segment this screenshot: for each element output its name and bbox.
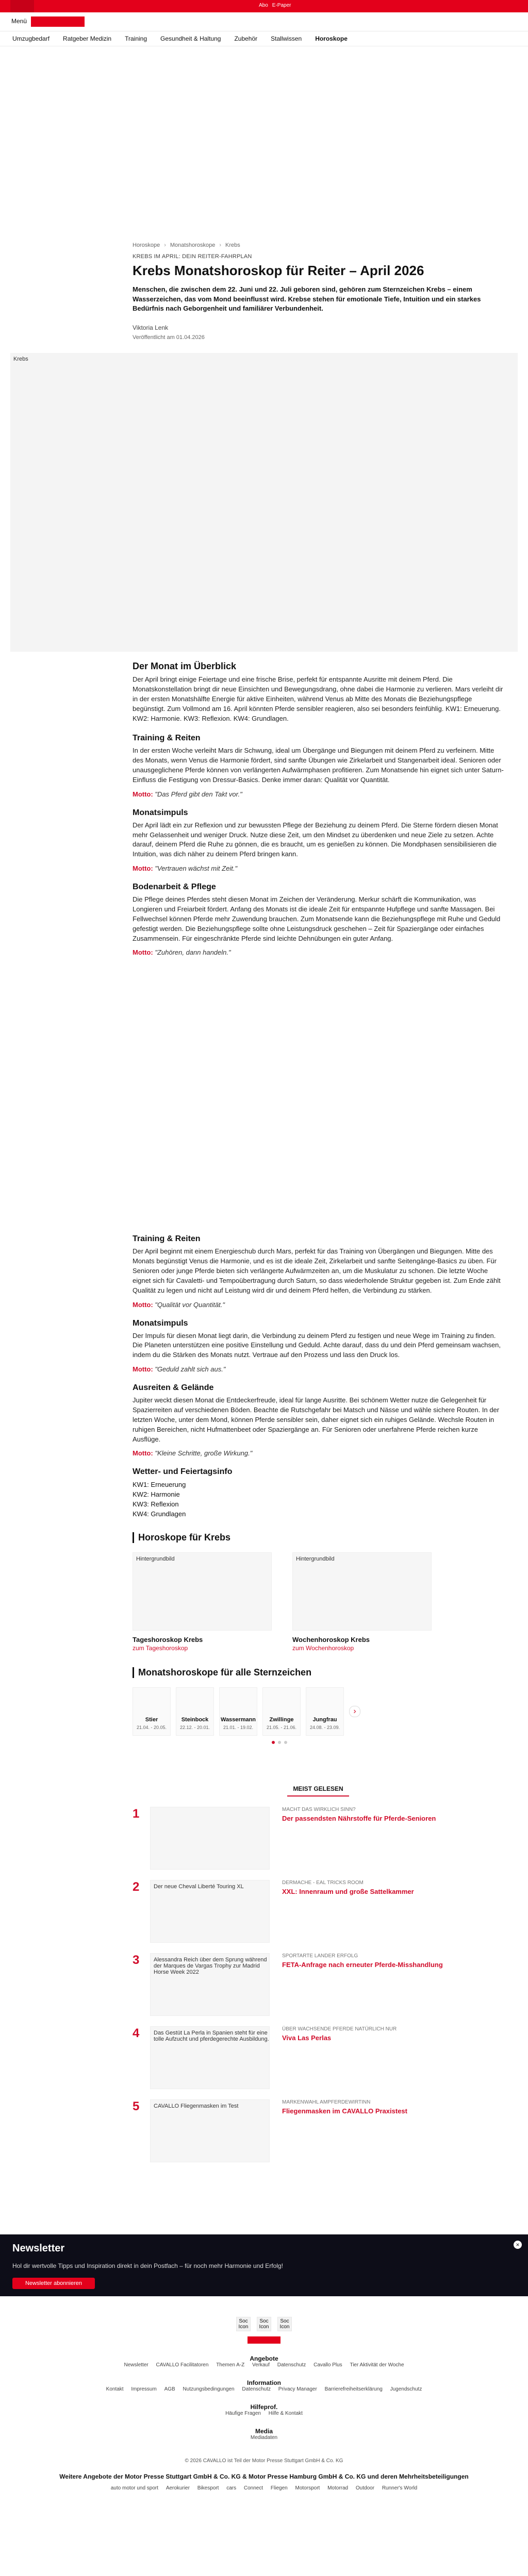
motto-text: "Vertrauen wächst mit Zeit." <box>155 865 238 873</box>
section-title-impuls: Monatsimpuls <box>133 808 188 817</box>
newsletter-banner <box>0 2234 528 2296</box>
card-thumbnail <box>133 1552 272 1631</box>
article-title: Krebs Monatshoroskop für Reiter – April 2026 <box>133 263 424 278</box>
nav-item-umzugbedarf[interactable]: Umzugbedarf <box>12 35 50 42</box>
article-thumbnail <box>150 1953 270 2016</box>
thumbnail-alt: CAVALLO Fliegenmasken im Test <box>154 2103 239 2110</box>
sign-dates: 21.04. - 20.05. <box>136 1725 167 1731</box>
other-offers-links <box>0 2485 528 2491</box>
weather-item: KW1: Erneuerung <box>133 1481 186 1489</box>
sign-name: Jungfrau <box>312 1717 337 1723</box>
article-kicker: KREBS IM APRIL: DEIN REITER-FAHRPLAN <box>133 253 252 260</box>
footer-link[interactable]: Bikesport <box>197 2485 219 2492</box>
nav-item-gesundheit[interactable]: Gesundheit & Haltung <box>160 35 221 42</box>
article-info <box>282 1880 499 1895</box>
social-icon[interactable]: Soc Icon <box>257 2317 271 2331</box>
footer-media-title: Media <box>255 2428 273 2435</box>
rank-number: 3 <box>133 1953 140 1968</box>
card-link[interactable]: zum Wochenhoroskop <box>292 1645 354 1652</box>
article-link[interactable]: Viva Las Perlas <box>282 2034 332 2042</box>
article-date: Veröffentlicht am 01.04.2026 <box>133 334 205 341</box>
carousel-dot[interactable] <box>284 1741 287 1744</box>
main-nav <box>0 31 528 46</box>
other-offers-title: Weitere Angebote der Motor Presse Stuttgart GmbH & Co. KG & Motor Presse Hamburg GmbH & Co. KG und deren Mehrheitsbeteiligungen <box>59 2473 469 2481</box>
sign-name: Stier <box>145 1717 158 1723</box>
footer-link[interactable]: Privacy Manager <box>278 2386 317 2393</box>
paragraph-care: Die Pflege deines Pferdes steht diesen Monat im Zeichen der Veränderung. Merkur schärft die Kommunikation, was Longieren und Freiarbeit fördert. Anfang des Monats ist die ideale Zeit für entspannte Hufpflege und sanfte Massagen. Bei Fellwechsel können Pferde mehr Zuwendung brauchen. Zum Monatsende kann die Beziehungspflege mit Ruhe und Geduld gefestigt werden. Die Beziehungspflege sollte ohne Leistungsdruck geschehen – Zeit für Spaziergänge oder einfaches Zusammensein. Für eingeschränkte Pferde sind leichte Dehnübungen ein guter Anfang. <box>133 895 501 942</box>
carousel-dot[interactable] <box>272 1741 275 1744</box>
footer-link[interactable]: Tier Aktivität der Woche <box>350 2362 404 2368</box>
footer-link[interactable]: Nutzungsbedingungen <box>183 2386 235 2393</box>
footer-link[interactable]: CAVALLO Facilitatoren <box>156 2362 209 2368</box>
footer-link[interactable]: Barrierefreiheitserklärung <box>324 2386 383 2393</box>
social-icons <box>0 2317 528 2331</box>
section-title-weather: Wetter- und Feiertagsinfo <box>133 1467 233 1477</box>
article-link[interactable]: FETA-Anfrage nach erneuter Pferde-Misshandlung <box>282 1961 443 1969</box>
meist-gelesen <box>133 1785 504 2162</box>
motto-text: "Das Pferd gibt den Takt vor." <box>155 790 242 798</box>
article-lead: Menschen, die zwischen dem 22. Juni und 22. Juli geboren sind, gehören zum Sternzeichen Krebs – einem Wasserzeichen, das vom Mond beeinflusst wird. Krebse stehen für emotionale Tiefe, Intuition und ein starkes Bedürfnis nach Geborgenheit und familiärer Verbundenheit. <box>133 285 481 313</box>
paragraph-ausritt: Jupiter weckt diesen Monat die Entdeckerfreude, ideal für lange Ausritte. Bei schönem Wetter nutze die Gelegenheit für Spazierreiten auf verschiedenen Böden. Beachte die Rutschgefahr bei Matsch und Nässe und wähle sichere Routen. In der letzten Woche, unter dem Mond, können Pferde sensibler sein, daher eignet sich ein ruhiges Gelände. Wechsle Routen in ruhigen Bereichen, nicht Hufmattenbeet oder Spaziergänge an. Für Senioren oder unerfahrene Pferde reichen kurze Ausflüge. <box>133 1396 500 1443</box>
section-title-overview: Der Monat im Überblick <box>133 661 237 672</box>
section-title-training-2: Training & Reiten <box>133 1234 201 1244</box>
nav-item-stallwissen[interactable]: Stallwissen <box>271 35 302 42</box>
article-link[interactable]: Der passendsten Nährstoffe für Pferde-Senioren <box>282 1815 436 1823</box>
footer-link[interactable]: Impressum <box>131 2386 157 2393</box>
breadcrumb-separator: › <box>164 242 166 248</box>
motto-label: Motto: <box>133 1365 153 1374</box>
footer-logo[interactable] <box>248 2336 280 2344</box>
cavallo-logo[interactable] <box>31 16 85 27</box>
footer-link[interactable]: Jugendschutz <box>390 2386 422 2393</box>
footer-link[interactable]: Datenschutz <box>277 2362 306 2368</box>
sign-card[interactable] <box>133 1687 171 1736</box>
card-tageshoroskop[interactable] <box>133 1552 272 1653</box>
copyright: © 2026 CAVALLO ist Teil der Motor Presse Stuttgart GmbH & Co. KG <box>185 2458 343 2464</box>
sign-name: Steinbock <box>181 1717 209 1723</box>
article-category: SPORTARTE LANDER ERFOLG <box>282 1953 358 1959</box>
footer-link[interactable]: Connect <box>243 2485 263 2492</box>
brand-logo[interactable] <box>10 0 34 12</box>
rank-number: 1 <box>133 1807 140 1821</box>
article-author[interactable]: Viktoria Lenk <box>133 324 169 332</box>
sign-name: Wassermann <box>220 1717 256 1723</box>
footer-link[interactable]: Motorsport <box>295 2485 320 2492</box>
paragraph-impuls: Der April lädt ein zur Reflexion und zur bewussten Pflege der Beziehung zu deinem Pferd. Die Sterne fördern diesen Monat mehr Gelassenheit und weniger Druck. Nutze diese Zeit, um den Mindset zu überdenken und neue Ziele zu setzen. Achte darauf, deinem Pferd die Ruhe zu gönnen, die es braucht, um es genießen zu können. Die Mondphasen sensibilisieren die Intuition, was dich näher zu deinem Pferd bringen kann. <box>133 821 498 858</box>
motto-label: Motto: <box>133 1300 153 1309</box>
sign-name: Zwillinge <box>269 1717 294 1723</box>
motto-label: Motto: <box>133 865 153 873</box>
thumbnail-alt: Der neue Cheval Liberté Touring XL <box>154 1884 244 1890</box>
top-link-epaper[interactable]: E-Paper <box>272 3 291 8</box>
motto-label: Motto: <box>133 948 153 957</box>
footer-link[interactable]: AGB <box>164 2386 175 2393</box>
breadcrumb-horoskope[interactable]: Horoskope <box>133 242 160 248</box>
article-category: MARKENWAHL AMPFERDEWIRTINN <box>282 2099 371 2106</box>
horoscopes-for-krebs <box>133 1532 504 1653</box>
motto-text: "Zuhören, dann handeln." <box>155 948 231 957</box>
spacer-block <box>133 956 504 1224</box>
footer-link[interactable]: Cavallo Plus <box>314 2362 342 2368</box>
sign-dates: 21.05. - 21.06. <box>266 1725 297 1731</box>
paragraph-training-2: Der April beginnt mit einem Energieschub durch Mars, perfekt für das Training von Übergängen und Biegungen. Mitte des Monats begünstigt Venus die Harmonie, und es ist die ideale Zeit, Zirkelarbeit und sanfte Seitengänge-Basics zu üben. Für Senioren oder junge Pferde bieten sich verlängerte Aufwärmzeiten an, um die Muskulatur zu schonen. Die letzte Woche eignet sich für Cavaletti- und Tempoübertragung durch Saturn, so dass wiederholende Struktur gegeben ist. Zum Ende zählt Qualität zu legen und nicht auf Leistung wird dir und deinem Pferd helfen, die Verbindung zu stärken. <box>133 1247 501 1294</box>
card-thumbnail-alt: Hintergrundbild <box>296 1556 335 1563</box>
footer-help-title: Hilfeprof. <box>250 2403 278 2411</box>
footer-link[interactable]: Newsletter <box>124 2362 148 2368</box>
menu-button[interactable]: Menü <box>11 18 27 25</box>
footer-link[interactable]: Kontakt <box>106 2386 124 2393</box>
list-item[interactable] <box>133 1807 504 1870</box>
newsletter-subscribe-button[interactable]: Newsletter abonnieren <box>12 2278 95 2289</box>
breadcrumb <box>133 242 528 248</box>
article-thumbnail <box>150 2026 270 2089</box>
sign-card[interactable] <box>176 1687 214 1736</box>
newsletter-description: Hol dir wertvolle Tipps und Inspiration direkt in dein Postfach – für noch mehr Harmonie und Erfolg! <box>12 2262 283 2270</box>
footer-link[interactable]: Mediadaten <box>250 2435 278 2441</box>
footer-help-links <box>0 2411 528 2416</box>
weather-item: KW2: Harmonie <box>133 1490 180 1499</box>
carousel-next-icon[interactable]: › <box>349 1706 360 1717</box>
sign-dates: 24.08. - 23.09. <box>309 1725 340 1731</box>
motto-label: Motto: <box>133 790 153 798</box>
motto-2 <box>133 865 504 872</box>
horoscope-cards <box>133 1552 504 1653</box>
footer-link[interactable]: cars <box>226 2485 237 2492</box>
meist-gelesen-title: MEIST GELESEN <box>293 1785 343 1793</box>
breadcrumb-separator: › <box>219 242 221 248</box>
rank-number: 2 <box>133 1880 140 1894</box>
meist-gelesen-underline <box>287 1795 349 1797</box>
footer-link[interactable]: Fliegen <box>270 2485 288 2492</box>
footer-main-links <box>0 2362 528 2368</box>
footer-link[interactable]: Verkauf <box>252 2362 270 2368</box>
list-item[interactable] <box>133 1953 504 2016</box>
card-wochenhoroskop[interactable] <box>292 1552 432 1653</box>
close-icon[interactable]: × <box>514 2241 522 2249</box>
carousel-dots <box>272 1741 504 1744</box>
motto-text: "Geduld zahlt sich aus." <box>155 1365 226 1374</box>
motto-text: "Kleine Schritte, große Wirkung." <box>155 1449 253 1458</box>
section-title-impuls-2: Monatsimpuls <box>133 1318 188 1328</box>
signs-section-title: Monatshoroskope für alle Sternzeichen <box>133 1667 504 1678</box>
motto-4 <box>133 1301 504 1309</box>
motto-5 <box>133 1365 504 1373</box>
article-category: DERMACHE - EAL TRICKS ROOM <box>282 1880 364 1886</box>
footer-info-links <box>0 2386 528 2392</box>
weather-list <box>133 1481 504 1518</box>
card-title: Wochenhoroskop Krebs <box>292 1636 370 1644</box>
sign-dates: 21.01. - 19.02. <box>223 1725 254 1731</box>
article-category: ÜBER WACHSENDE PFERDE NATÜRLICH NUR <box>282 2026 397 2032</box>
footer-link[interactable]: Outdoor <box>355 2485 375 2492</box>
list-item[interactable] <box>133 2026 504 2089</box>
card-thumbnail <box>292 1552 432 1631</box>
footer-link[interactable]: Aerokurier <box>166 2485 190 2492</box>
breadcrumb-monatshoroskope[interactable]: Monatshoroskope <box>170 242 216 248</box>
article-body <box>133 661 504 1518</box>
horoscopes-section-title: Horoskope für Krebs <box>133 1532 504 1543</box>
footer-link[interactable]: Runner's World <box>382 2485 418 2492</box>
top-link-abo[interactable]: Abo <box>259 3 268 8</box>
motto-6 <box>133 1449 504 1457</box>
article-info <box>282 1953 499 1969</box>
weather-item: KW4: Grundlagen <box>133 1510 186 1518</box>
paragraph-training: In der ersten Woche verleiht Mars dir Schwung, ideal um Übergänge und Biegungen mit deinem Pferd zu verfeinern. Mitte des Monats, wenn Venus die Harmonie fördert, sind sanfte Übungen wie Zirkelarbeit und Stangenarbeit ideal. Senioren oder unausgeglichene Pferde können von verlängerten Aufwärmphasen profitieren. Zum Monatsende hin eignet sich unter Saturn-Einfluss die Festigung von Dressur-Basics. Denke immer daran: Qualität vor Quantität. <box>133 747 504 784</box>
breadcrumb-krebs: Krebs <box>225 242 240 248</box>
footer-media-links <box>0 2435 528 2441</box>
sign-card[interactable] <box>306 1687 344 1736</box>
thumbnail-alt: Alessandra Reich über dem Sprung während der Marques de Vargas Trophy zur Madrid Horse Week 2022 <box>154 1957 267 1976</box>
paragraph-impuls-2: Der Impuls für diesen Monat liegt darin, die Verbindung zu deinem Pferd zu festigen und neue Wege im Training zu finden. Die Planeten unterstützen eine positive Einstellung und Geduld. Achte darauf, dass du und dein Pferd gemeinsam wachsen, indem du die Stärken des Monats nutzt. Vertraue auf den Prozess und lass den Druck los. <box>133 1331 501 1359</box>
list-item[interactable] <box>133 1880 504 1943</box>
thumbnail-alt: Das Gestüt La Perla in Spanien steht für eine tolle Aufzucht und pferdegerechte Ausbildung. <box>154 2030 269 2043</box>
article-info <box>282 2026 499 2042</box>
nav-item-ratgeber[interactable]: Ratgeber Medizin <box>63 35 112 42</box>
rank-number: 5 <box>133 2099 140 2114</box>
card-link[interactable]: zum Tageshoroskop <box>133 1645 188 1652</box>
social-icon[interactable]: Soc Icon <box>236 2317 251 2331</box>
footer-link[interactable]: Themen A-Z <box>216 2362 245 2368</box>
article-info <box>282 1807 499 1822</box>
article-info <box>282 2099 499 2115</box>
all-signs-section <box>133 1667 504 1744</box>
carousel-dot[interactable] <box>278 1741 281 1744</box>
motto-text: "Qualität vor Quantität." <box>155 1300 225 1309</box>
section-title-ausritt: Ausreiten & Gelände <box>133 1383 214 1393</box>
hero-image-alt: Krebs <box>13 356 28 363</box>
sign-dates: 22.12. - 20.01. <box>179 1725 210 1731</box>
weather-item: KW3: Reflexion <box>133 1500 179 1509</box>
top-links <box>259 3 291 8</box>
article-thumbnail <box>150 1807 270 1870</box>
footer-info-title: Information <box>247 2379 281 2387</box>
card-thumbnail-alt: Hintergrundbild <box>136 1556 175 1563</box>
topbar <box>0 0 528 12</box>
sign-card[interactable] <box>262 1687 301 1736</box>
footer-link[interactable]: Hilfe & Kontakt <box>268 2411 303 2417</box>
subbar <box>0 12 528 31</box>
footer-link[interactable]: Motorrad <box>327 2485 349 2492</box>
article-thumbnail <box>150 2099 270 2162</box>
footer <box>0 2317 528 2491</box>
motto-3 <box>133 948 504 956</box>
article-link[interactable]: XXL: Innenraum und große Sattelkammer <box>282 1888 414 1896</box>
footer-link[interactable]: Häufige Fragen <box>225 2411 261 2417</box>
article-thumbnail <box>150 1880 270 1943</box>
motto-label: Motto: <box>133 1449 153 1458</box>
newsletter-title: Newsletter <box>12 2243 65 2255</box>
footer-brand: Angebote <box>250 2355 278 2363</box>
list-item[interactable] <box>133 2099 504 2162</box>
article-link[interactable]: Fliegenmasken im CAVALLO Praxistest <box>282 2107 407 2115</box>
social-icon[interactable]: Soc Icon <box>277 2317 292 2331</box>
rank-number: 4 <box>133 2026 140 2041</box>
nav-item-training[interactable]: Training <box>125 35 147 42</box>
hero-image <box>10 353 518 652</box>
article-category: MACHT DAS WIRKLICH SINN? <box>282 1807 356 1813</box>
section-title-training: Training & Reiten <box>133 734 201 743</box>
signs-carousel <box>133 1687 504 1736</box>
card-title: Tageshoroskop Krebs <box>133 1636 203 1644</box>
sign-card[interactable] <box>219 1687 257 1736</box>
nav-item-horoskope[interactable]: Horoskope <box>315 35 348 42</box>
footer-link[interactable]: auto motor und sport <box>110 2485 159 2492</box>
footer-link[interactable]: Datenschutz <box>242 2386 271 2393</box>
paragraph-overview: Der April bringt einige Feiertage und eine frische Brise, perfekt für entspannte Ausritte mit deinem Pferd. Die Monatskonstellation bringt dir neue Einsichten und Bewegungsdrang, ohne dabei die Harmonie zu verlieren. Mars verleiht dir in der ersten Monatshälfte Energie für aktive Einheiten, während Venus ab Mitte des Monats die Beziehungspflege begünstigt. Zum Vollmond am 16. April könnten Pferde sensibler reagieren, also sei besonders feinfühlig. KW1: Erneuerung. KW2: Harmonie. KW3: Reflexion. KW4: Grundlagen. <box>133 675 503 722</box>
motto-1 <box>133 790 504 798</box>
nav-item-zubehoer[interactable]: Zubehör <box>234 35 258 42</box>
section-title-care: Bodenarbeit & Pflege <box>133 883 216 892</box>
